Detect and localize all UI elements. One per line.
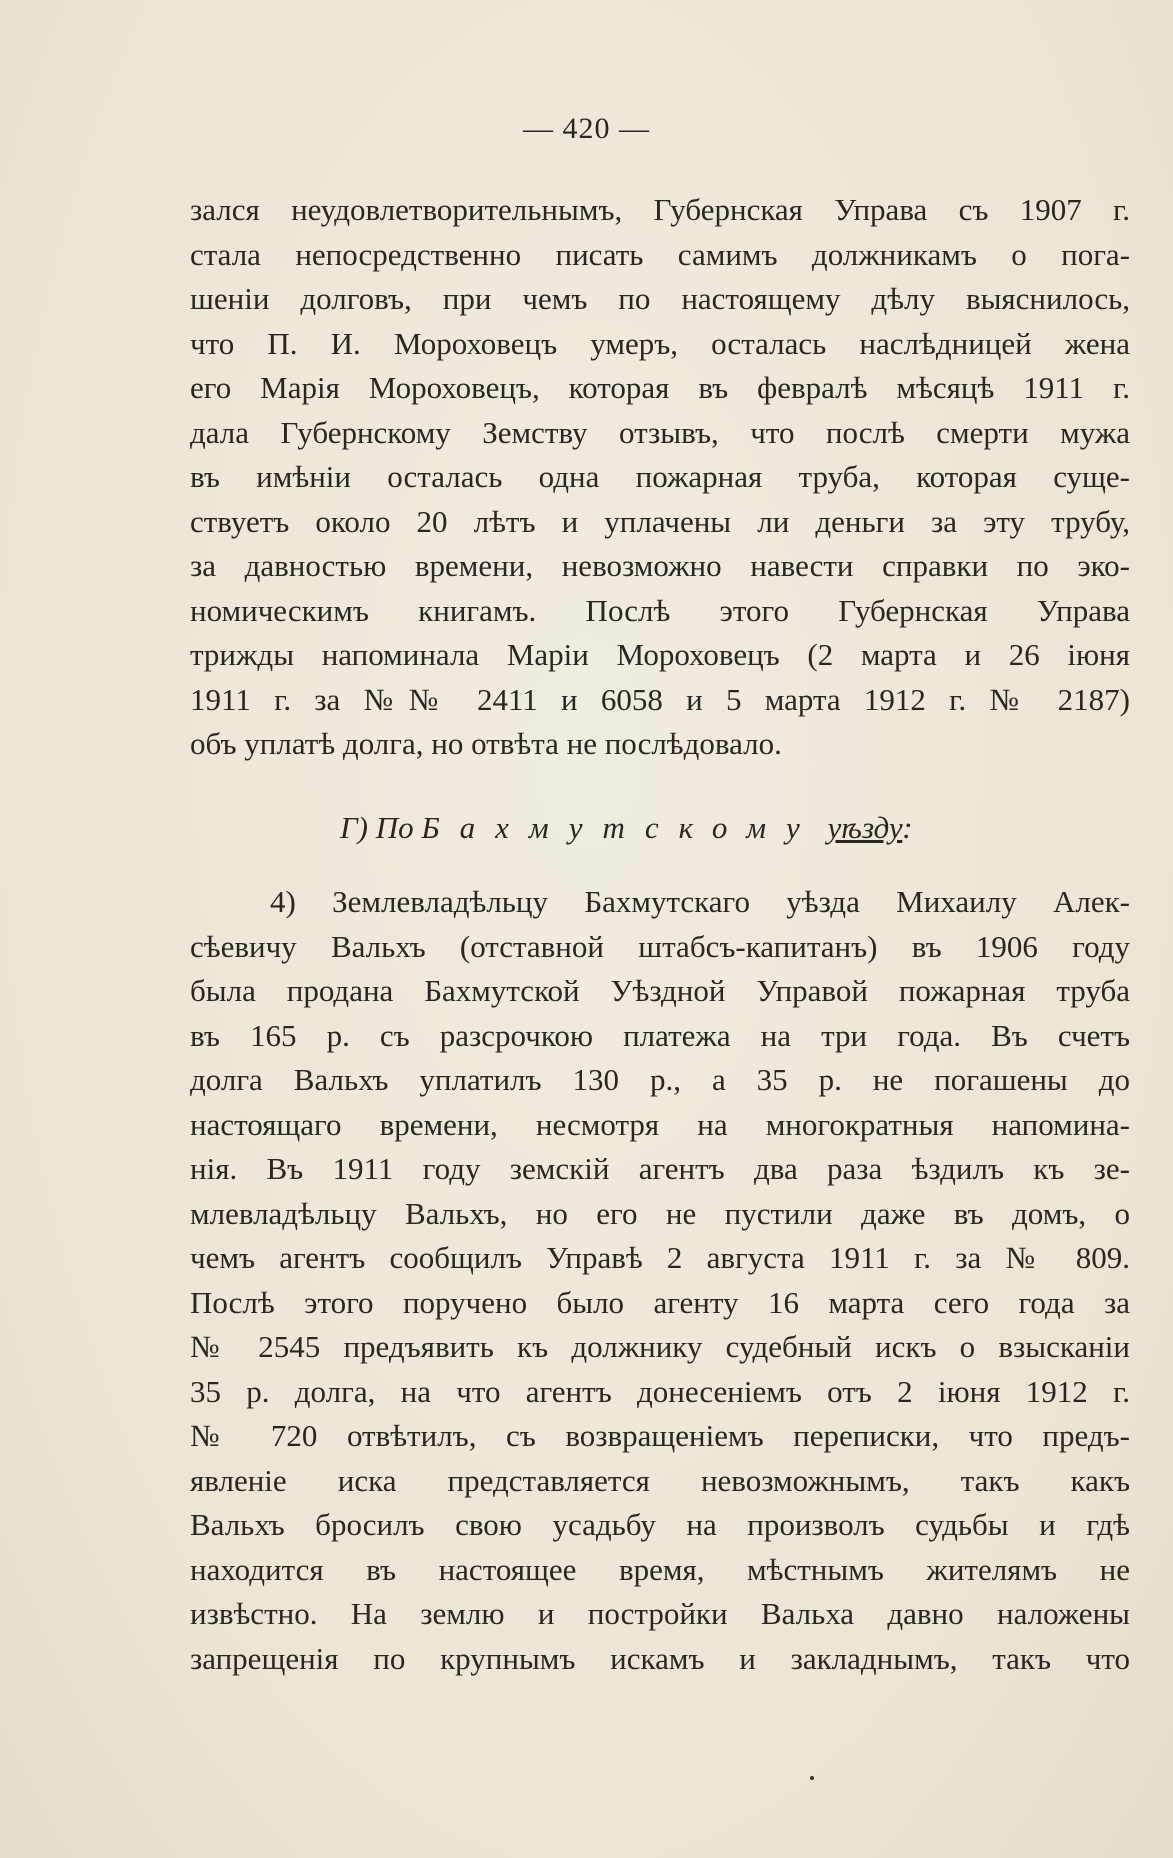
text-line: запрещенiя по крупнымъ искамъ и закладнымъ, такъ что (190, 1640, 1130, 1676)
text-line: трижды напоминала Марiи Мороховецъ (2 марта и 26 iюня (190, 637, 1130, 672)
text-line: номическимъ книгамъ. Послѣ этого Губернская Управа (190, 592, 1130, 628)
text-line: № 2545 предъявить къ должнику судебный искъ о взысканiи (190, 1329, 1130, 1364)
text-line: № 720 отвѣтилъ, съ возвращенiемъ переписки, что предъ- (190, 1418, 1130, 1453)
text-line: явленiе иска представляется невозможнымъ, такъ какъ (190, 1462, 1130, 1498)
text-line: 35 р. долга, на что агентъ донесенiемъ отъ 2 iюня 1912 г. (190, 1373, 1130, 1409)
text-line: зался неудовлетворительнымъ, Губернская Управа съ 1907 г. (190, 192, 1130, 227)
text-line: объ уплатѣ долга, но отвѣта не послѣдовало. (190, 726, 782, 761)
text-line: за давностью времени, невозможно навести справки по эко- (190, 548, 1130, 583)
text-line: Послѣ этого поручено было агенту 16 марта сего года за (190, 1284, 1130, 1320)
text-line: настоящаго времени, несмотря на многократныя напомина- (190, 1106, 1130, 1142)
text-line: его Марiя Мороховецъ, которая въ февралѣ мѣсяцѣ 1911 г. (190, 370, 1130, 405)
text-line: шенiи долговъ, при чемъ по настоящему дѣлу выяснилось, (190, 281, 1130, 316)
page-number: — 420 — (523, 112, 650, 145)
text-line: была продана Бахмутской Уѣздной Управой пожарная труба (190, 973, 1130, 1008)
text-line: дала Губернскому Земству отзывъ, что послѣ смерти мужа (190, 414, 1130, 450)
text-line: находится въ настоящее время, мѣстнымъ жителямъ не (190, 1551, 1130, 1587)
text-line: что П. И. Мороховецъ умеръ, осталась наслѣдницей жена (190, 325, 1130, 361)
text-line: 4) Землевладѣльцу Бахмутскаго уѣзда Михаилу Алек- (270, 884, 1130, 919)
heading-spaced-word: Бахмутскому (421, 810, 820, 845)
text-line: Вальхъ бросилъ свою усадьбу на произволъ судьбы и гдѣ (190, 1507, 1130, 1542)
text-line: 1911 г. за №№ 2411 и 6058 и 5 марта 1912 г. № 2187) (190, 681, 1130, 717)
ink-speck (810, 1776, 814, 1780)
text-line: въ имѣнiи осталась одна пожарная труба, которая суще- (190, 459, 1130, 494)
text-line: сѣевичу Вальхъ (отставной штабсъ-капитанъ) въ 1906 году (190, 928, 1130, 964)
text-line: млевладѣльцу Вальхъ, но его не пустили даже въ домъ, о (190, 1195, 1130, 1231)
text-line: чемъ агентъ сообщилъ Управѣ 2 августа 1911 г. за № 809. (190, 1240, 1130, 1275)
text-line: въ 165 р. съ разсрочкою платежа на три года. Въ счетъ (190, 1017, 1130, 1053)
heading-prefix: Г) По (340, 810, 414, 845)
text-line: долга Вальхъ уплатилъ 130 р., а 35 р. не погашены до (190, 1062, 1130, 1097)
heading-suffix: : (902, 810, 913, 845)
paragraph-1 (190, 188, 1130, 767)
section-heading (340, 806, 1140, 850)
text-line: ствуетъ около 20 лѣтъ и уплачены ли деньги за эту трубу, (190, 503, 1130, 539)
text-line: стала непосредственно писать самимъ должникамъ о пога- (190, 236, 1130, 272)
paragraph-2 (190, 880, 1130, 1681)
text-line: нiя. Въ 1911 году земскiй агентъ два раза ѣздилъ къ зе- (190, 1151, 1130, 1186)
text-line: извѣстно. На землю и постройки Вальха давно наложены (190, 1596, 1130, 1631)
heading-underlined-word: уѣзду (827, 810, 903, 845)
